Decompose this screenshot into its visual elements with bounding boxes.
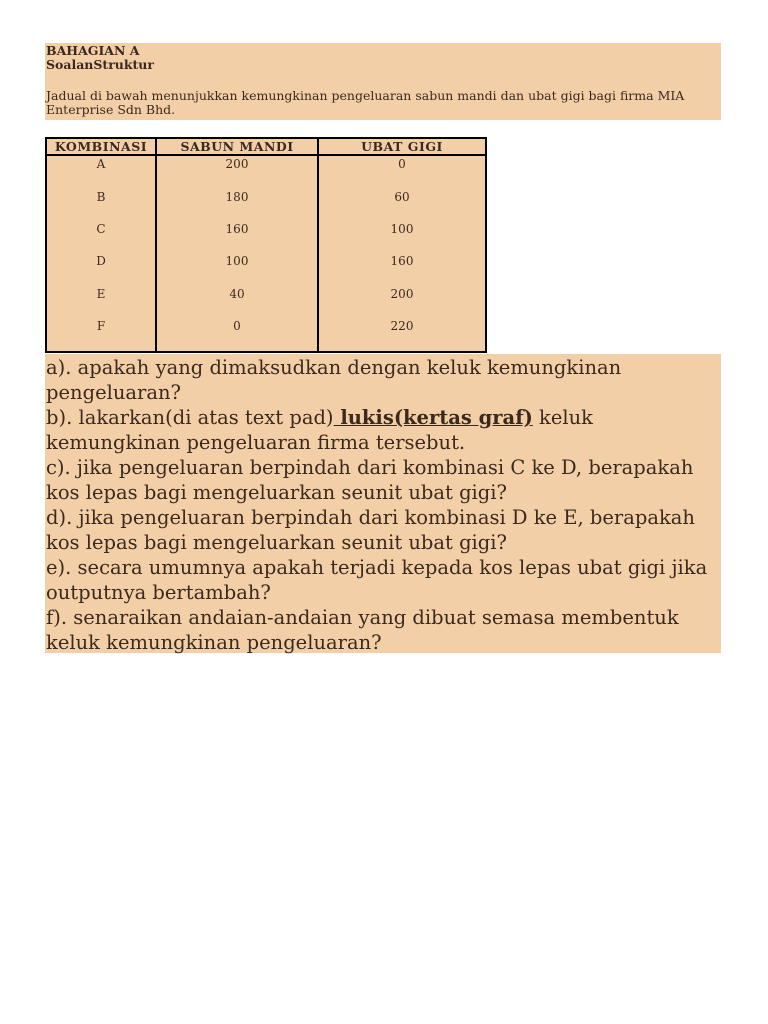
cell-sabun-mandi: 100 <box>156 253 318 285</box>
table-row <box>47 155 485 189</box>
table-row <box>47 318 485 351</box>
cell-ubat-gigi: 220 <box>390 319 414 334</box>
cell-sabun-mandi: 40 <box>156 286 318 318</box>
section-title: BAHAGIAN A <box>46 43 140 58</box>
cell-sabun-mandi: 200 <box>156 155 318 189</box>
question-b-text: b). lakarkan(di atas text pad) <box>46 406 334 429</box>
section-subtitle: SoalanStruktur <box>46 57 154 72</box>
column-header-sabun-mandi: SABUN MANDI <box>156 139 318 155</box>
header-block <box>45 43 721 120</box>
question-b <box>46 405 720 455</box>
cell-ubat-gigi: 100 <box>390 221 414 236</box>
question-e: e). secara umumnya apakah terjadi kepada kos lepas ubat gigi jika outputnya bertambah? <box>46 556 708 604</box>
question-f: f). senaraikan andaian-andaian yang dibuat semasa membentuk keluk kemungkinan pengeluaran? <box>46 606 679 654</box>
cell-kombinasi: F <box>47 318 156 351</box>
table-row <box>47 221 485 253</box>
cell-sabun-mandi: 0 <box>156 318 318 351</box>
cell-kombinasi: E <box>47 286 156 318</box>
cell-kombinasi: D <box>47 253 156 285</box>
cell-kombinasi: B <box>47 189 156 221</box>
table-row <box>47 189 485 221</box>
column-header-ubat-gigi: UBAT GIGI <box>318 139 485 155</box>
question-d: d). jika pengeluaran berpindah dari kombinasi D ke E, berapakah kos lepas bagi mengeluarkan seunit ubat gigi? <box>46 506 695 554</box>
cell-ubat-gigi: 0 <box>398 157 406 171</box>
cell-kombinasi: C <box>47 221 156 253</box>
production-table <box>45 137 487 353</box>
question-b-emphasis: lukis(kertas graf) <box>333 406 533 429</box>
question-c: c). jika pengeluaran berpindah dari kombinasi C ke D, berapakah kos lepas bagi mengeluarkan seunit ubat gigi? <box>46 456 694 504</box>
question-a: a). apakah yang dimaksudkan dengan keluk kemungkinan pengeluaran? <box>46 356 622 404</box>
cell-sabun-mandi: 180 <box>156 189 318 221</box>
question-b-tail: keluk kemungkinan pengeluaran firma tersebut. <box>46 406 593 454</box>
questions-block <box>45 354 721 653</box>
cell-ubat-gigi: 160 <box>390 254 414 269</box>
column-header-kombinasi: KOMBINASI <box>47 139 156 155</box>
table-row <box>47 286 485 318</box>
table-row <box>47 253 485 285</box>
intro-paragraph: Jadual di bawah menunjukkan kemungkinan pengeluaran sabun mandi dan ubat gigi bagi firma MIA Enterprise Sdn Bhd. <box>46 88 685 117</box>
cell-sabun-mandi: 160 <box>156 221 318 253</box>
table-header-row <box>47 139 485 155</box>
cell-ubat-gigi: 60 <box>394 189 410 204</box>
cell-kombinasi: A <box>47 155 156 189</box>
cell-ubat-gigi: 200 <box>390 286 414 301</box>
